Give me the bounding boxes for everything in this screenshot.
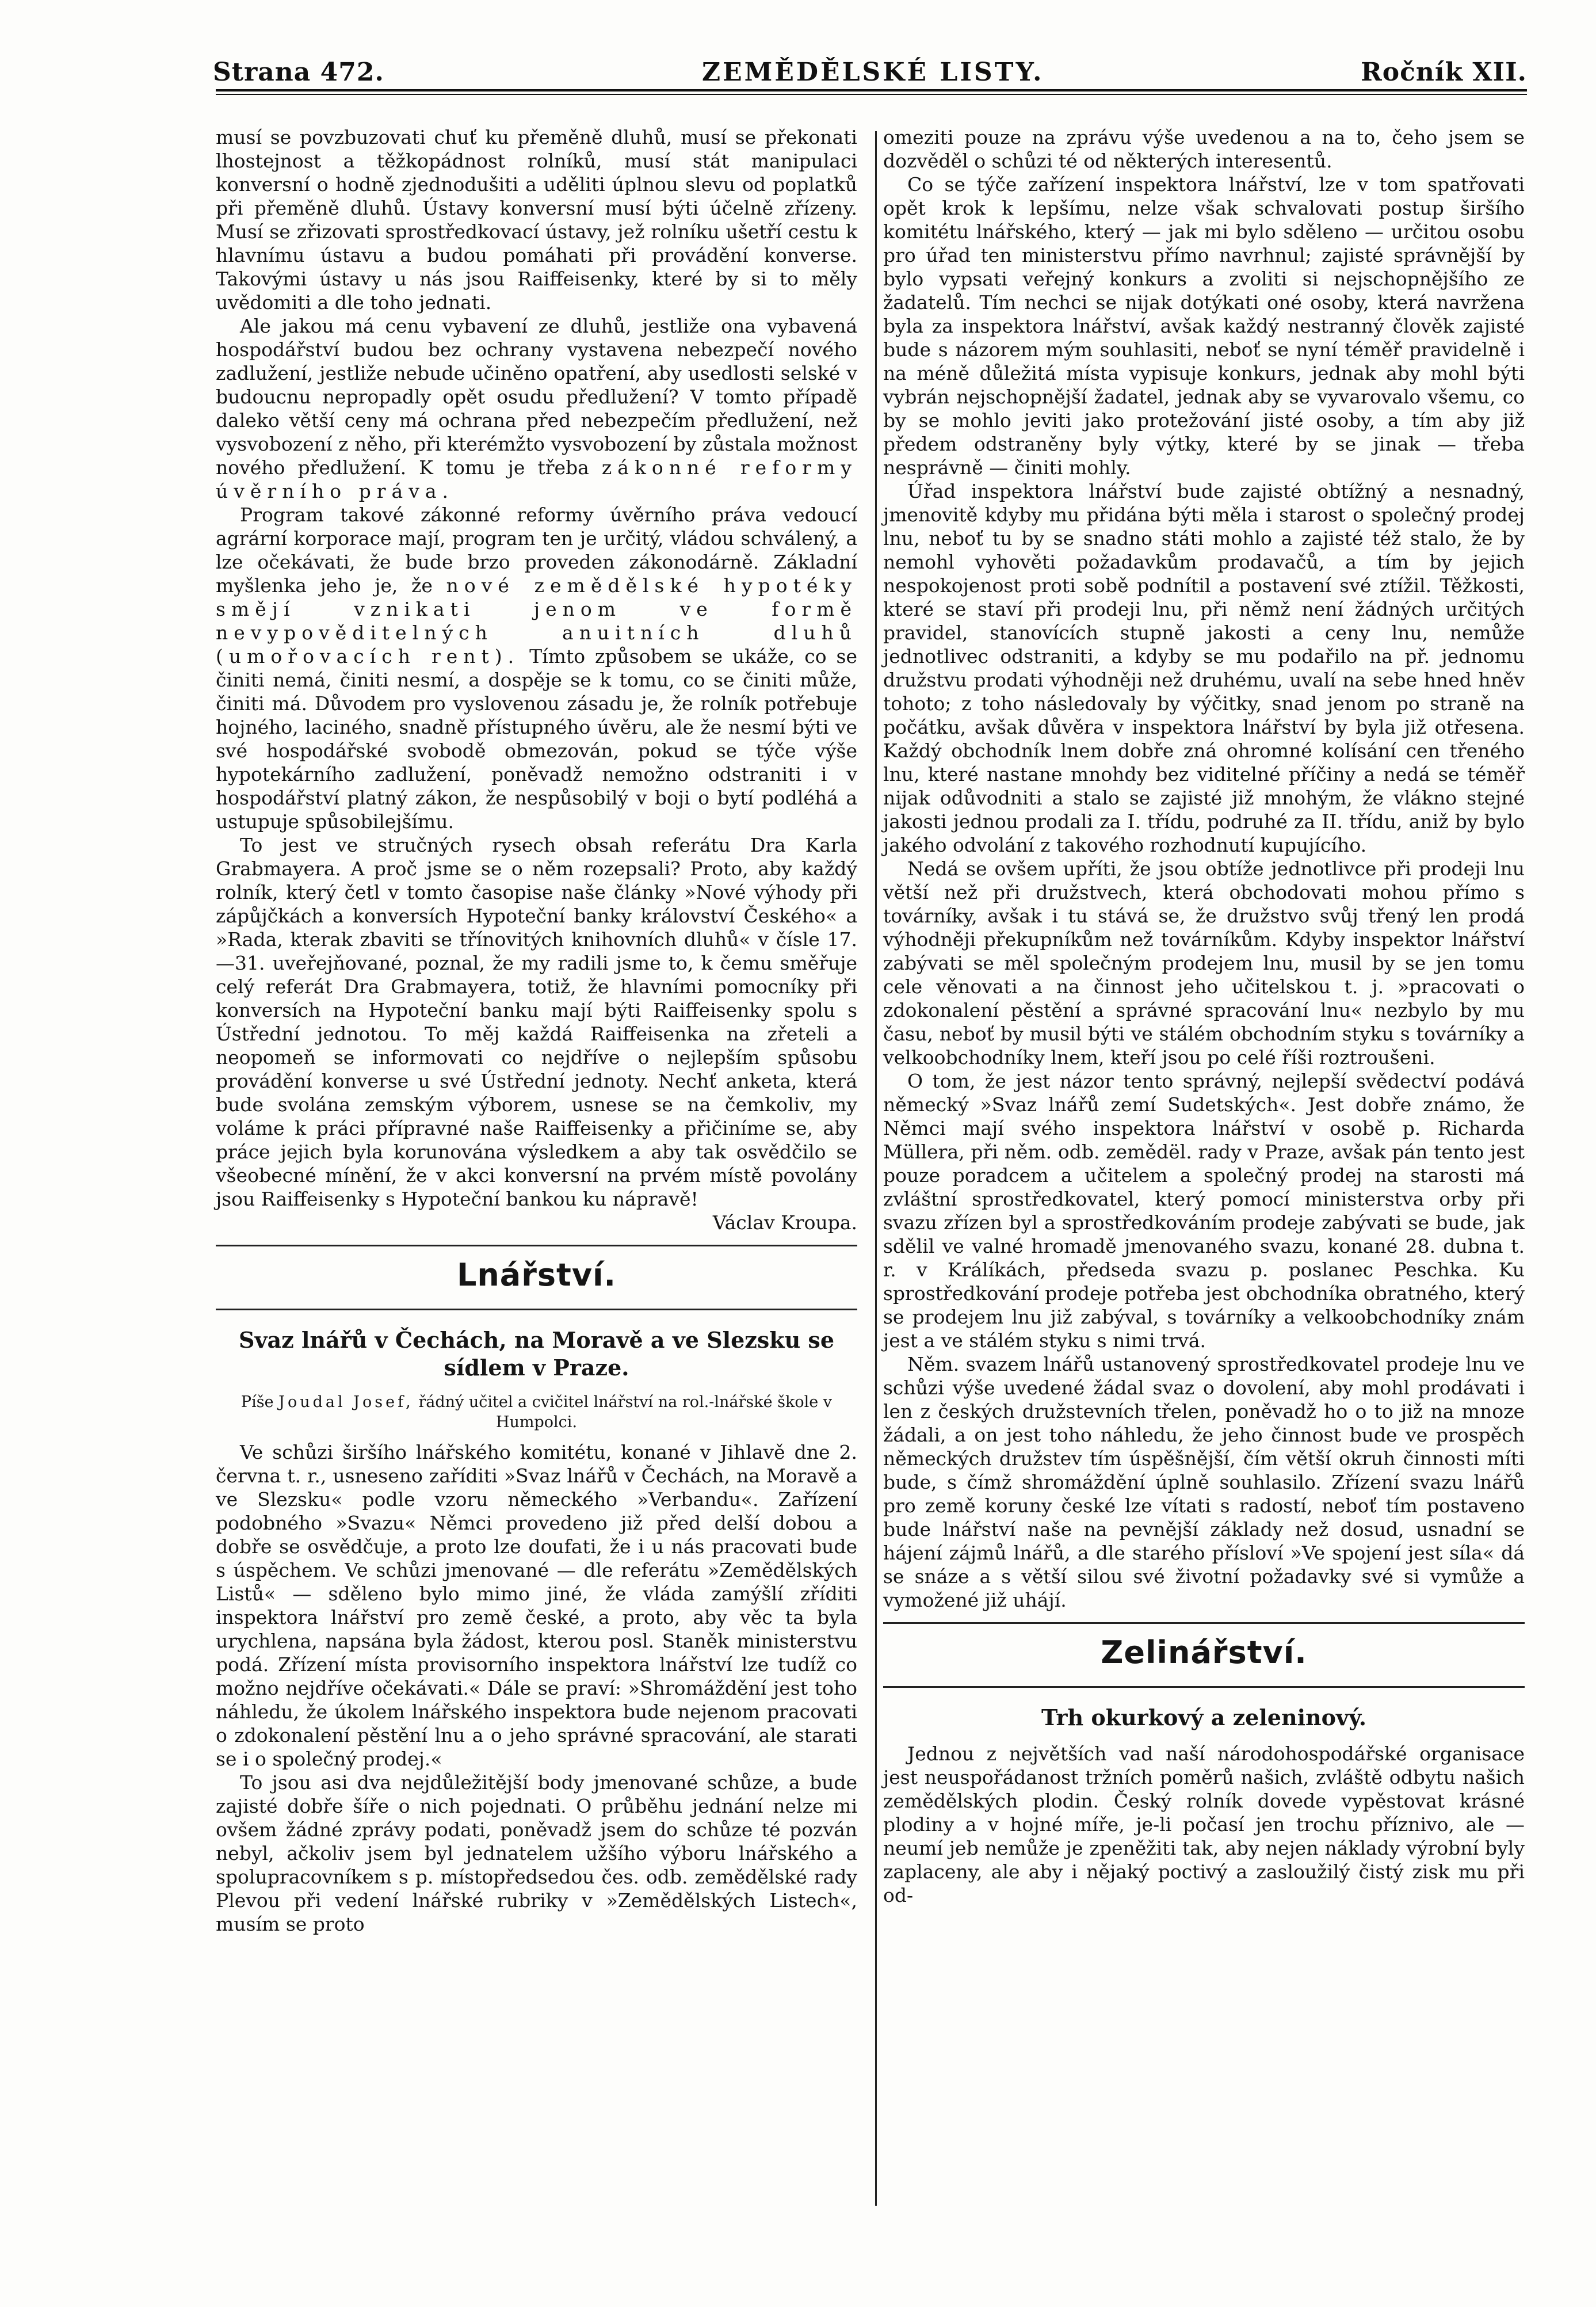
- author-title: řádný učitel a cvičitel lnářství na rol.-lnářské škole v Humpolci.: [418, 1393, 833, 1431]
- paragraph: Něm. svazem lnářů ustanovený sprostředkovatel prodeje lnu ve schůzi výše uvedené žádal svaz o dovolení, aby mohl prodávati i len z českých družstevních třelen, poněvadž ho o to již na mnoze žádali, a on jest toho náhledu, že jeho činnost bude ve prospěch německých družstev tím úspěšnější, čím větší okruh činnosti míti bude, s čímž shromáždění úplně souhlasilo. Zřízení svazu lnářů pro země koruny české lze vítati s radostí, neboť tím postaveno bude lnářství naše na pevnější základy než dosud, usnadní se hájení zájmů lnářů, a dle starého přísloví »Ve spojení jest síla« dá se snáze a s větší silou své životní požadavky své si vymůže a vymožené již uhájí.: [883, 1353, 1525, 1611]
- spaced-emphasis: zákonné reformy úvěrního práva.: [216, 456, 858, 502]
- column-divider: [875, 131, 877, 2206]
- publication-title: ZEMĚDĚLSKÉ LISTY.: [702, 58, 1044, 87]
- paragraph: omeziti pouze na zprávu výše uvedenou a na to, čeho jsem se dozvěděl o schůzi té od některých interesentů.: [883, 126, 1525, 172]
- paragraph: musí se povzbuzovati chuť ku přeměně dluhů, musí se překonati lhostejnost a těžkopádnost rolníků, musí stát manipulaci konversní o hodně zjednodušiti a uděliti úplnou slevu od poplatků při přeměně dluhů. Ústavy konversní musí býti účelně zřízeny. Musí se zřizovati sprostředkovací ústavy, jež rolníku ušetří cestu k hlavnímu ústavu a budou pomáhati při provádění konverse. Takovými ústavy u nás jsou Raiffeisenky, které by si to měly uvědomiti a dle toho jednati.: [216, 126, 857, 314]
- header-rule: [216, 89, 1527, 91]
- spaced-emphasis: nové zemědělské hypotéky smějí vznikati jenom ve formě nevypověditelných anuitních dluhů (umořovacích rent).: [216, 574, 858, 668]
- paragraph: [216, 503, 857, 833]
- paragraph: Úřad inspektora lnářství bude zajisté obtížný a nesnadný, jmenovitě kdyby mu přidána býti měla i starost o společný prodej lnu, neboť tu by se snadno státi mohlo a zajisté též stalo, že by nemohl vyhověti požadavkům prodavačů, a tím by jejich nespokojenost proti sobě podnítil a postavení své ztížil. Těžkosti, které se staví při prodeji lnu, při němž není žádných určitých pravidel, stanovících stupně jakosti a ceny lnu, nemůže jednotlivec odstraniti, a kdyby se mu podařilo na př. jednomu družstvu prodati výhodněji než druhému, uvalí na sebe hned hněv tohoto; z toho následovaly by výčitky, snad jenom po straně na počátku, avšak důvěra v inspektora lnářství by byla již otřesena. Každý obchodník lnem dobře zná ohromné kolísání cen třeného lnu, které nastane mnohdy bez viditelné příčiny a nedá se téměř nijak odůvodniti a stalo se zajisté již mnohým, že vlákno stejné jakosti jednou prodali za I. třídu, podruhé za II. třídu, aniž by bylo jakého odvolání z takového rozhodnutí kupujícího.: [883, 480, 1525, 856]
- paragraph: Ve schůzi širšího lnářského komitétu, konané v Jihlavě dne 2. června t. r., usneseno zaříditi »Svaz lnářů v Čechách, na Moravě a ve Slezsku« podle vzoru německého »Verbandu«. Zařízení podobného »Svazu« Němci provedeno již před delší dobou a dobře se osvědčuje, a proto lze doufati, že i u nás pracovati bude s úspěchem. Ve schůzi jmenované — dle referátu »Zemědělských Listů« — sděleno bylo mimo jiné, že vláda zamýšlí zříditi inspektora lnářství pro země české, a proto, aby věc ta byla urychlena, napsána byla žádost, kterou posl. Staněk ministerstvu podá. Zřízení místa provisorního inspektora lnářství lze tudíž co možno nejdříve očekávati.« Dále se praví: »Shromáždění jest toho náhledu, že úkolem lnářského inspektora bude nejenom pracovati o zdokonalení pěstění lnu a o jeho správné spracování, ale starati se i o společný prodej.«: [216, 1441, 857, 1770]
- paragraph-text: Tímto způsobem se ukáže, co se činiti nemá, činiti nesmí, a dospěje se k tomu, co se činiti může, činiti má. Důvodem pro vyslovenou zásadu je, že rolník potřebuje hojného, laciného, snadně přístupného úvěru, ale že nesmí býti ve své hospodářské svobodě obmezován, pokud se týče výše hypotekárního zadlužení, poněvadž nemožno odstraniti i v hospodářství platný zákon, že nespůsobilý v boji o bytí podléhá a ustupuje spůsobilejšímu.: [216, 645, 857, 833]
- paragraph: To jest ve stručných rysech obsah referátu Dra Karla Grabmayera. A proč jsme se o něm rozepsali? Proto, aby každý rolník, který četl v tomto časopise naše články »Nové výhody při zápůjčkách a konversích Hypoteční banky království Českého« a »Rada, kterak zbaviti se třínovitých knihovních dluhů« v čísle 17.—31. uveřejňované, poznal, že my radili jsme to, k čemu směřuje celý referát Dra Grabmayera, totiž, že hlavními pomocníky při konversích na Hypoteční banku mají býti Raiffeisenky spolu s Ústřední jednotou. To měj každá Raiffeisenka na zřeteli a neopomeň se informovati co nejdříve o nejlepším spůsobu provádění konverse u své Ústřední jednoty. Nechť anketa, která bude svolána zemským výborem, usnese se na čemkoliv, my voláme k práci přípravné naše Raiffeisenky a přičiníme se, aby práce jejich byla korunována výsledkem a aby tak osvědčilo se všeobecné mínění, že v akci konversní na prvém místě povolány jsou Raiffeisenky s Hypoteční bankou ku nápravě!: [216, 834, 857, 1210]
- section-rule: [216, 1245, 857, 1246]
- section-heading-zelinarstvi: Zelinářství.: [1101, 1634, 1307, 1671]
- header-rule-thin: [216, 94, 1527, 95]
- paragraph: To jsou asi dva nejdůležitější body jmenované schůze, a bude zajisté dobře šíře o nich pojednati. O průběhu jednání nelze mi ovšem žádné zprávy podati, poněvadž jsem do schůze té pozván nebyl, ačkoliv jsem byl jednatelem užšího výboru lnářského a spolupracovníkem s p. místopředsedou čes. odb. zemědělské rady Plevou při vedení lnářské rubriky v »Zemědělských Listech«, musím se proto: [216, 1771, 857, 1935]
- signature-line: [216, 1211, 857, 1234]
- paragraph: O tom, že jest názor tento správný, nejlepší svědectví podává německý »Svaz lnářů zemí Sudetských«. Jest dobře známo, že Němci mají svého inspektora lnářství v osobě p. Richarda Müllera, při něm. odb. zemědël. rady v Praze, avšak pán tento jest pouze poradcem a učitelem a společný prodej na starosti má zvláštní sprostředkovatel, který pomocí ministerstva orby při svazu zřízen byl a sprostředkováním prodeje zabývati se bude, jak sdělil ve valné hromadě jmenovaného svazu, konané 28. dubna t. r. v Králíkách, předseda svazu p. poslanec Peschka. Ku sprostředkování prodeje potřeba jest obchodníka obratného, který se prodejem lnu již zabýval, s továrníky a velkoobchodníky znám jest a ve stálém styku s nimi trvá.: [883, 1070, 1525, 1352]
- byline: [233, 1392, 840, 1432]
- paragraph-text: Program takové zákonné reformy úvěrního práva vedoucí agrární korporace mají, program ten je určitý, vládou schválený, a lze očekávati, že bude brzo proveden zákonodárně. Základní myšlenka jeho je, že: [216, 504, 857, 597]
- paragraph-text: Ale jakou má cenu vybavení ze dluhů, jestliže ona vybavená hospodářství budou bez ochrany vystavena nebezpečí nového zadlužení, jestliže nebude učiněno opatření, aby usedlosti selské v budoucnu nepropadly opět osudu předlužení? V tomto případě daleko větší ceny má ochrana před nebezpečím předlužení, než vysvobození z něho, při kterémžto vysvobození by zůstala možnost nového předlužení. K tomu je třeba: [216, 315, 857, 479]
- article-title: Trh okurkový a zeleninový.: [1041, 1704, 1367, 1730]
- author-name: Joudal Josef,: [278, 1393, 414, 1411]
- paragraph: Jednou z největších vad naší národohospodářské organisace jest neuspořádanost tržních poměrů našich, zvláště odbytu našich zemědělských plodin. Český rolník dovede vypěstovat krásné plodiny a v hojné míře, je-li počasí jen trochu příznivo, ale — neumí jeb nemůže je zpeněžiti tak, aby nejen náklady výrobní byly zaplaceny, ale aby i nějaký poctivý a zasloužilý čistý zisk mu při od-: [883, 1742, 1525, 1906]
- page-header: [0, 0, 1596, 86]
- paragraph: Nedá se ovšem upříti, že jsou obtíže jednotlivce při prodeji lnu větší než při družstvech, která obchodovati mohou přímo s továrníky, avšak i tu stává se, že družstvo svůj třený len prodá výhodněji překupníkům než továrníkům. Kdyby inspektor lnářství zabývati se měl společným prodejem lnu, musil by se jen tomu cele věnovati a na činnost jeho učitelskou t. j. »pracovati o zdokonalení pěstění a správné spracování lnu« nezbylo by mu času, neboť by musil býti ve stálém obchodním styku s továrníky a velkoobchodníky lnem, kteří jsou po celé říši roztroušeni.: [883, 857, 1525, 1069]
- paragraph: Co se týče zařízení inspektora lnářství, lze v tom spatřovati opět krok k lepšímu, nelze však schvalovati postup širšího komitétu lnářského, který — jak mi bylo sděleno — určitou osobu pro úřad ten ministerstvu přímo navrhnul; zajisté správnější by bylo vypsati veřejný konkurs a zvoliti si nejschopnějšího ze žadatelů. Tím nechci se nijak dotýkati oné osoby, která navržena byla za inspektora lnářství, avšak každý nestranný člověk zajisté bude s názorem mým souhlasiti, neboť se nyní téměř pravidelně i na méně důležitá místa vypisuje konkurs, jednak aby mohl býti vybrán nejschopnější žadatel, jednak aby se vyvarovalo všemu, co by se mohlo jeviti jako protežování jisté osoby, a tím aby již předem odstraněny byly výtky, které by se jinak — třeba nesprávně — činiti mohly.: [883, 173, 1525, 479]
- page-number: Strana 472.: [213, 58, 384, 87]
- section-rule: [883, 1686, 1525, 1688]
- section-rule: [216, 1309, 857, 1310]
- volume-number: Ročník XII.: [1361, 58, 1527, 87]
- section-rule: [883, 1622, 1525, 1624]
- byline-prefix: Píše: [240, 1393, 274, 1411]
- section-heading-lnarstvi: Lnářství.: [456, 1257, 617, 1293]
- author-signature: Václav Kroupa.: [712, 1211, 857, 1234]
- paragraph: [216, 314, 857, 503]
- article-title: Svaz lnářů v Čechách, na Moravě a ve Slezsku se sídlem v Praze.: [239, 1327, 834, 1381]
- left-column: [216, 125, 857, 1936]
- right-column: [883, 125, 1525, 1907]
